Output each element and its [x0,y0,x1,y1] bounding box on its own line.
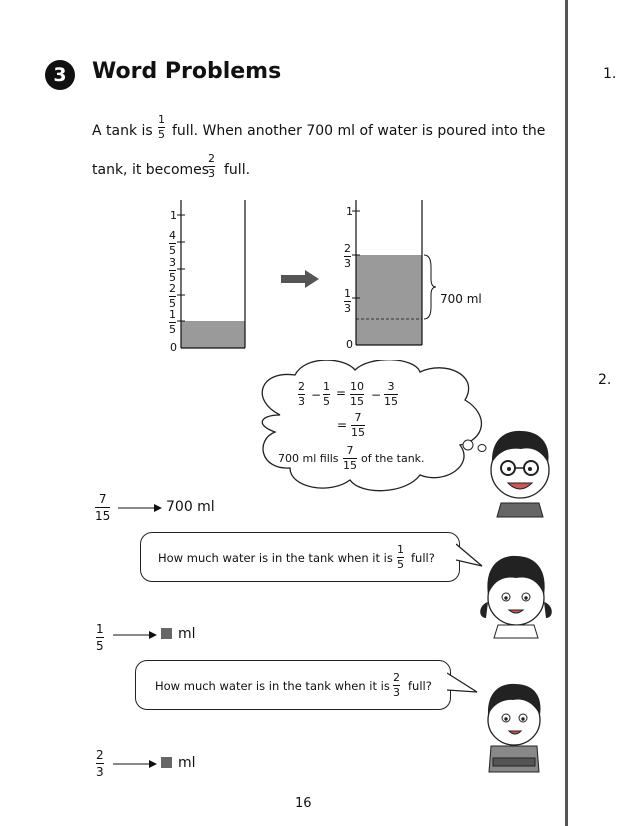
arrow-icon [113,630,157,640]
right-arrow-icon [281,270,321,288]
section-badge [45,60,75,90]
page-title: Word Problems [92,59,282,84]
line-a-value: 700 ml [166,499,215,515]
binding-gutter [565,0,568,826]
cloud-equals-1: = [336,386,347,400]
problem-line2-pre: tank, it becomes [92,162,210,178]
boy-illustration [477,680,552,775]
right-tick-2-3: 2 3 [344,242,351,270]
bubble2-fraction: 2 3 [393,671,400,699]
left-tick-1: 1 [170,209,177,222]
right-tick-0: 0 [346,338,353,351]
cloud-frac-7-15-b: 7 15 [343,444,357,472]
margin-q2: 2. [598,372,612,388]
problem-line1-pre: A tank is [92,123,153,139]
girl-illustration [476,550,556,640]
cloud-fills-pre: 700 ml fills [278,452,339,465]
right-tank-water [356,255,422,345]
left-tick-2-5: 2 5 [169,282,176,310]
brace-label: 700 ml [440,292,482,306]
bubble1-full: full? [411,551,435,565]
cloud-minus-2: − [371,388,382,402]
line-c-unit: ml [178,755,196,771]
left-tick-4-5: 4 5 [169,229,176,257]
boy-with-glasses-illustration [483,425,558,520]
cloud-frac-3-15: 3 15 [384,380,398,408]
right-tank-diagram [335,195,475,355]
left-tick-3-5: 3 5 [169,256,176,284]
answer-blank-box [161,757,172,768]
thought-cloud [250,360,500,500]
section-number: 3 [53,64,67,86]
cloud-frac-1-5: 1 5 [323,380,330,408]
answer-blank-box [161,628,172,639]
bubble2-full: full? [408,679,432,693]
left-tick-1-5: 1 5 [169,308,176,336]
problem-line-2 [92,152,352,186]
arrow-icon [118,503,162,513]
cloud-equals-2: = [337,418,348,432]
right-tick-1-3: 1 3 [344,287,351,315]
problem-line1-post: full. When another 700 ml of water is poured into the [172,123,546,139]
line-b-unit: ml [178,626,196,642]
bubble1-fraction: 1 5 [397,543,404,571]
speech-bubble-2-tail [447,668,481,702]
problem-line-1 [92,113,552,147]
problem-line2-post: full. [224,162,251,178]
page-number: 16 [295,796,312,811]
arrow-icon [113,759,157,769]
left-tank-water [181,321,245,348]
cloud-frac-10-15: 10 15 [350,380,364,408]
line-c-fraction: 2 3 [96,748,104,779]
line-b-fraction: 1 5 [96,622,104,653]
right-tick-1: 1 [346,205,353,218]
fraction-one-fifth: 1 5 [158,113,165,141]
cloud-frac-2-3: 2 3 [298,380,305,408]
bubble1-question: How much water is in the tank when it is [158,551,393,565]
cloud-minus-1: − [311,388,322,402]
bubble2-question: How much water is in the tank when it is [155,679,390,693]
cloud-frac-7-15: 7 15 [351,411,365,439]
left-tick-0: 0 [170,341,177,354]
line-a-fraction: 7 15 [95,492,111,523]
fraction-two-thirds: 2 3 [208,152,215,180]
margin-q1: 1. [603,66,617,82]
cloud-fills-post: of the tank. [361,452,425,465]
